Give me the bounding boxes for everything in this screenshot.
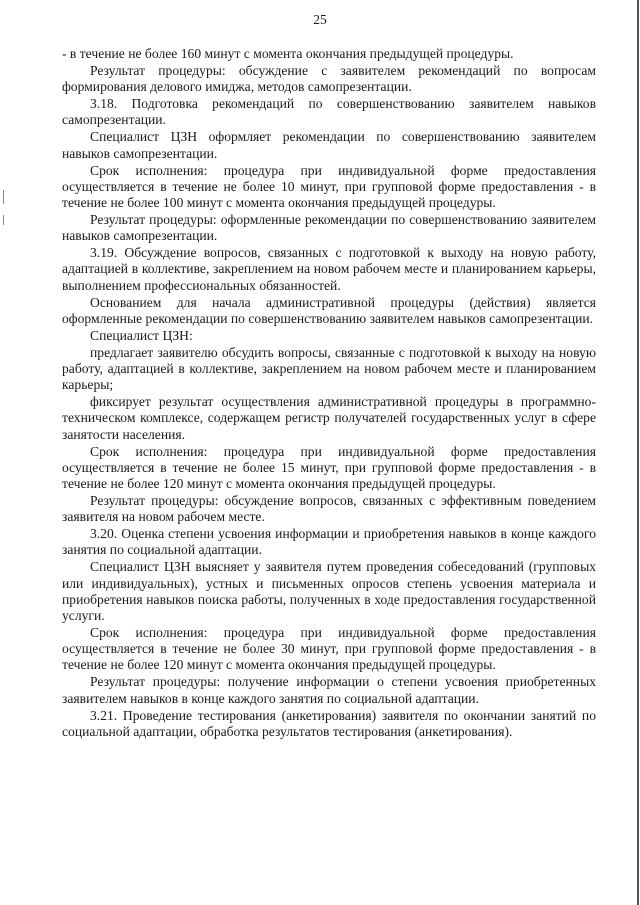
section-heading: 3.19. Обсуждение вопросов, связанных с подготовкой к выходу на новую работу, адаптацией в коллективе, закреплением на новом рабочем месте и планированием карьеры, выполнением профессиональных обязанностей. (62, 245, 596, 293)
paragraph: Основанием для начала административной процедуры (действия) является оформленные рекомендации по совершенствованию заявителем навыков самопрезентации. (62, 294, 596, 326)
page-number: 25 (313, 12, 327, 27)
paragraph: Результат процедуры: оформленные рекомендации по совершенствованию заявителем навыков самопрезентации. (62, 212, 596, 244)
section-heading: 3.20. Оценка степени усвоения информации и приобретения навыков в конце каждого занятия по социальной адаптации. (62, 526, 596, 558)
paragraph: Срок исполнения: процедура при индивидуальной форме предоставления осуществляется в течение не более 15 минут, при групповой форме предоставления - в течение не более 120 минут с момента окончания предыдущей процедуры. (62, 443, 596, 492)
scan-left-mark (3, 215, 4, 225)
paragraph: Результат процедуры: обсуждение с заявителем рекомендаций по вопросам формирования делового имиджа, методов самопрезентации. (62, 63, 596, 95)
paragraph: Срок исполнения: процедура при индивидуальной форме предоставления осуществляется в течение не более 30 минут, при групповой форме предоставления - в течение не более 120 минут с момента окончания предыдущей процедуры. (62, 625, 596, 673)
paragraph: Специалист ЦЗН оформляет рекомендации по совершенствованию заявителем навыков самопрезентации. (62, 129, 596, 161)
paragraph: Результат процедуры: получение информации о степени усвоения приобретенных заявителем навыков в конце каждого занятия по социальной адаптации. (62, 674, 596, 706)
document-body (62, 46, 596, 741)
scan-left-mark (3, 190, 4, 204)
paragraph: фиксирует результат осуществления административной процедуры в программно-техническом комплексе, содержащем регистр получателей государственных услуг в сфере занятости населения. (62, 394, 596, 442)
paragraph: Срок исполнения: процедура при индивидуальной форме предоставления осуществляется в течение не более 10 минут, при групповой форме предоставления - в течение не более 100 минут с момента окончания предыдущей процедуры. (62, 162, 596, 211)
paragraph: Специалист ЦЗН: (90, 327, 193, 343)
section-heading: 3.21. Проведение тестирования (анкетирования) заявителя по окончании занятий по социальной адаптации, обработка результатов тестирования (анкетирования). (62, 707, 596, 739)
paragraph: Результат процедуры: обсуждение вопросов, связанных с эффективным поведением заявителя на новом рабочем месте. (62, 493, 596, 525)
section-heading: 3.18. Подготовка рекомендаций по совершенствованию заявителем навыков самопрезентации. (62, 96, 596, 128)
paragraph: предлагает заявителю обсудить вопросы, связанные с подготовкой к выходу на новую работу, адаптацией в коллективе, закреплением на новом рабочем месте и планированием карьеры; (62, 344, 596, 393)
paragraph: - в течение не более 160 минут с момента окончания предыдущей процедуры. (62, 46, 514, 61)
paragraph: Специалист ЦЗН выясняет у заявителя путем проведения собеседований (групповых или индивидуальных), устных и письменных опросов степень усвоения материала и приобретения навыков поиска работы, полученных в ходе предоставления государственной услуги. (62, 559, 596, 624)
scan-right-edge (637, 0, 639, 905)
